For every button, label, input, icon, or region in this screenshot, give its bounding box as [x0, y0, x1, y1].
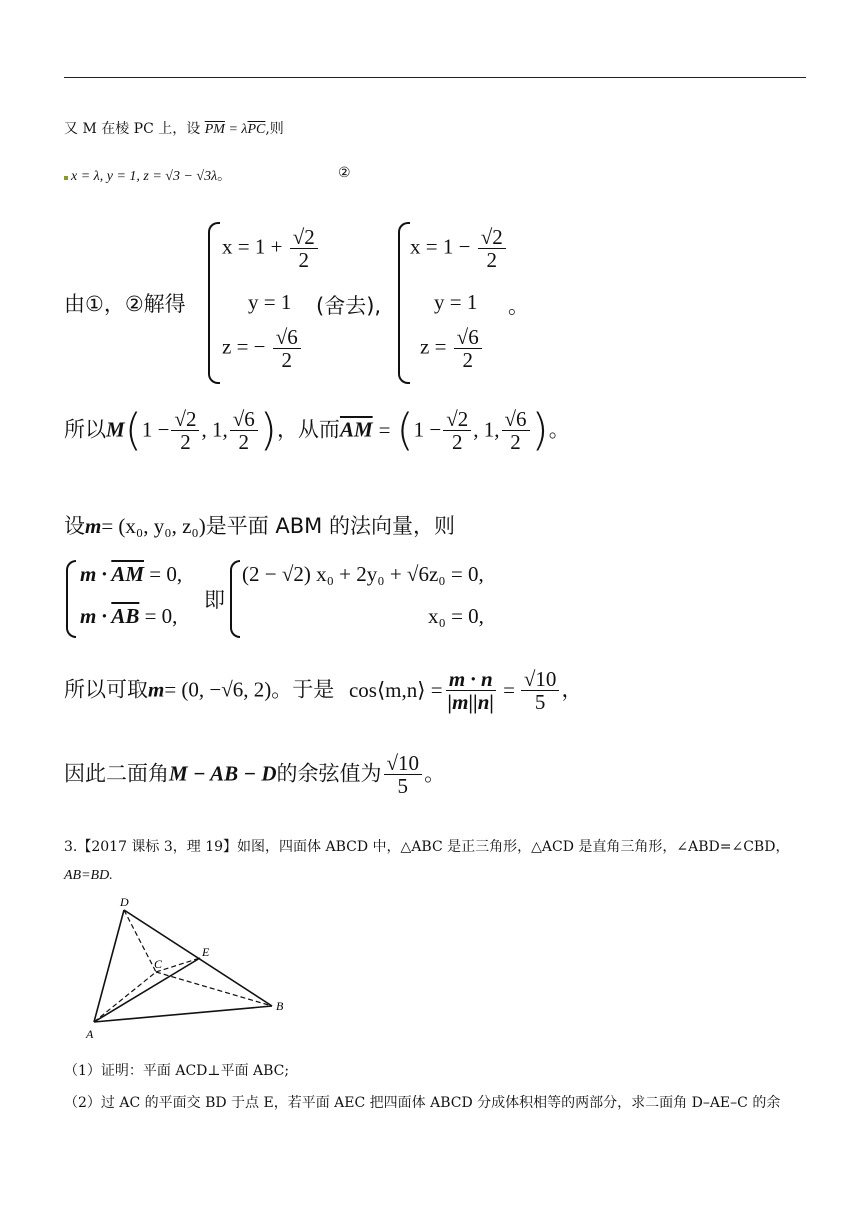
- edge-cb: [156, 972, 272, 1006]
- edge-db: [124, 910, 272, 1006]
- problem3-line2: AB=BD.: [64, 868, 113, 883]
- edge-ac: [94, 972, 156, 1022]
- vector-pm: $\overline{PM}$: [204, 122, 225, 137]
- sys1-y: y = 1: [248, 290, 292, 314]
- label-b: B: [276, 999, 284, 1013]
- system-right-1: (2 − √2) x₀ + 2y₀ + √6z₀ = 0,: [242, 562, 484, 586]
- edge-dc: [124, 910, 156, 972]
- vector-am: $\overline{AM}$: [339, 417, 373, 442]
- edge-ab: [94, 1006, 272, 1022]
- solve-end: 。: [508, 294, 529, 318]
- line-normal-vector: 设m= (x₀, y₀, z₀)是平面 ABM 的法向量，则: [64, 514, 455, 538]
- question-2: （2）过 AC 的平面交 BD 于点 E，若平面 AEC 把四面体 ABCD 分成体积相等的两部分，求二面角 D–AE–C 的余: [64, 1095, 781, 1111]
- discard-note: (舍去),: [316, 294, 382, 318]
- sys2-x: x = 1 − $\frac{√2}{2}$: [410, 226, 508, 271]
- sys1-x: x = 1 + $\frac{√2}{2}$: [222, 226, 320, 271]
- label-e: E: [202, 945, 210, 959]
- left-brace-3: [66, 560, 76, 638]
- sys1-z: z = − $\frac{√6}{2}$: [222, 326, 303, 371]
- left-brace-4: [230, 560, 240, 638]
- line-conclusion: 因此二面角M − AB − D的余弦值为 $\frac{√10}{5}$ 。: [64, 751, 446, 799]
- line-take-m: 所以可取m= (0, −√6, 2)。于是 cos⟨m,n⟩ = $\frac{m \cdot n}{|m||n|}$ = $\frac{√10}{5}$ ，: [64, 667, 583, 715]
- edge-ce: [156, 958, 200, 972]
- line-coordinates: x = λ, y = 1, z = √3 − √3λ。: [64, 165, 231, 185]
- label-c: C: [154, 957, 163, 971]
- vector-pc: $\overline{PC}$: [247, 122, 266, 137]
- problem3-line1: 3.【2017 课标 3，理 19】如图，四面体 ABCD 中，△ABC 是正三角形，△ACD 是直角三角形，∠ABD=∠CBD，: [64, 839, 790, 855]
- bullet-marker-icon: [64, 176, 68, 180]
- left-brace-2: [398, 222, 410, 384]
- sys2-z: z = $\frac{√6}{2}$: [420, 326, 484, 371]
- left-brace-1: [208, 222, 220, 384]
- label-d: D: [120, 895, 129, 909]
- solve-prefix: 由①，②解得: [64, 292, 186, 316]
- tetrahedron-figure: [80, 890, 300, 1050]
- system-ji: 即: [204, 588, 225, 612]
- sys2-y: y = 1: [434, 290, 478, 314]
- line-m-point: 所以M(1 − $\frac{√2}{2}$ , 1, $\frac{√6}{2}$ )，从而$\overline{AM} = (1$ − $\frac{√2}{2}$ , 1, $\frac{√6}{2}$ )。: [64, 404, 570, 456]
- line-pm-definition: 又 M 在棱 PC 上，设 $\overline{PM} = \lambda\overline{PC}$,则: [64, 121, 284, 137]
- system-row-2: $m \cdot \overline{AB} = 0$,: [80, 604, 178, 628]
- question-1: （1）证明：平面 ACD⊥平面 ABC;: [64, 1063, 290, 1079]
- equation-number-2: ②: [338, 165, 351, 181]
- system-row-1: $m \cdot \overline{AM} = 0$,: [80, 562, 183, 586]
- system-right-2: x₀ = 0,: [428, 604, 484, 628]
- edge-ae: [94, 958, 200, 1022]
- edge-da: [94, 910, 124, 1022]
- header-rule: [64, 77, 806, 78]
- label-a: A: [86, 1027, 94, 1041]
